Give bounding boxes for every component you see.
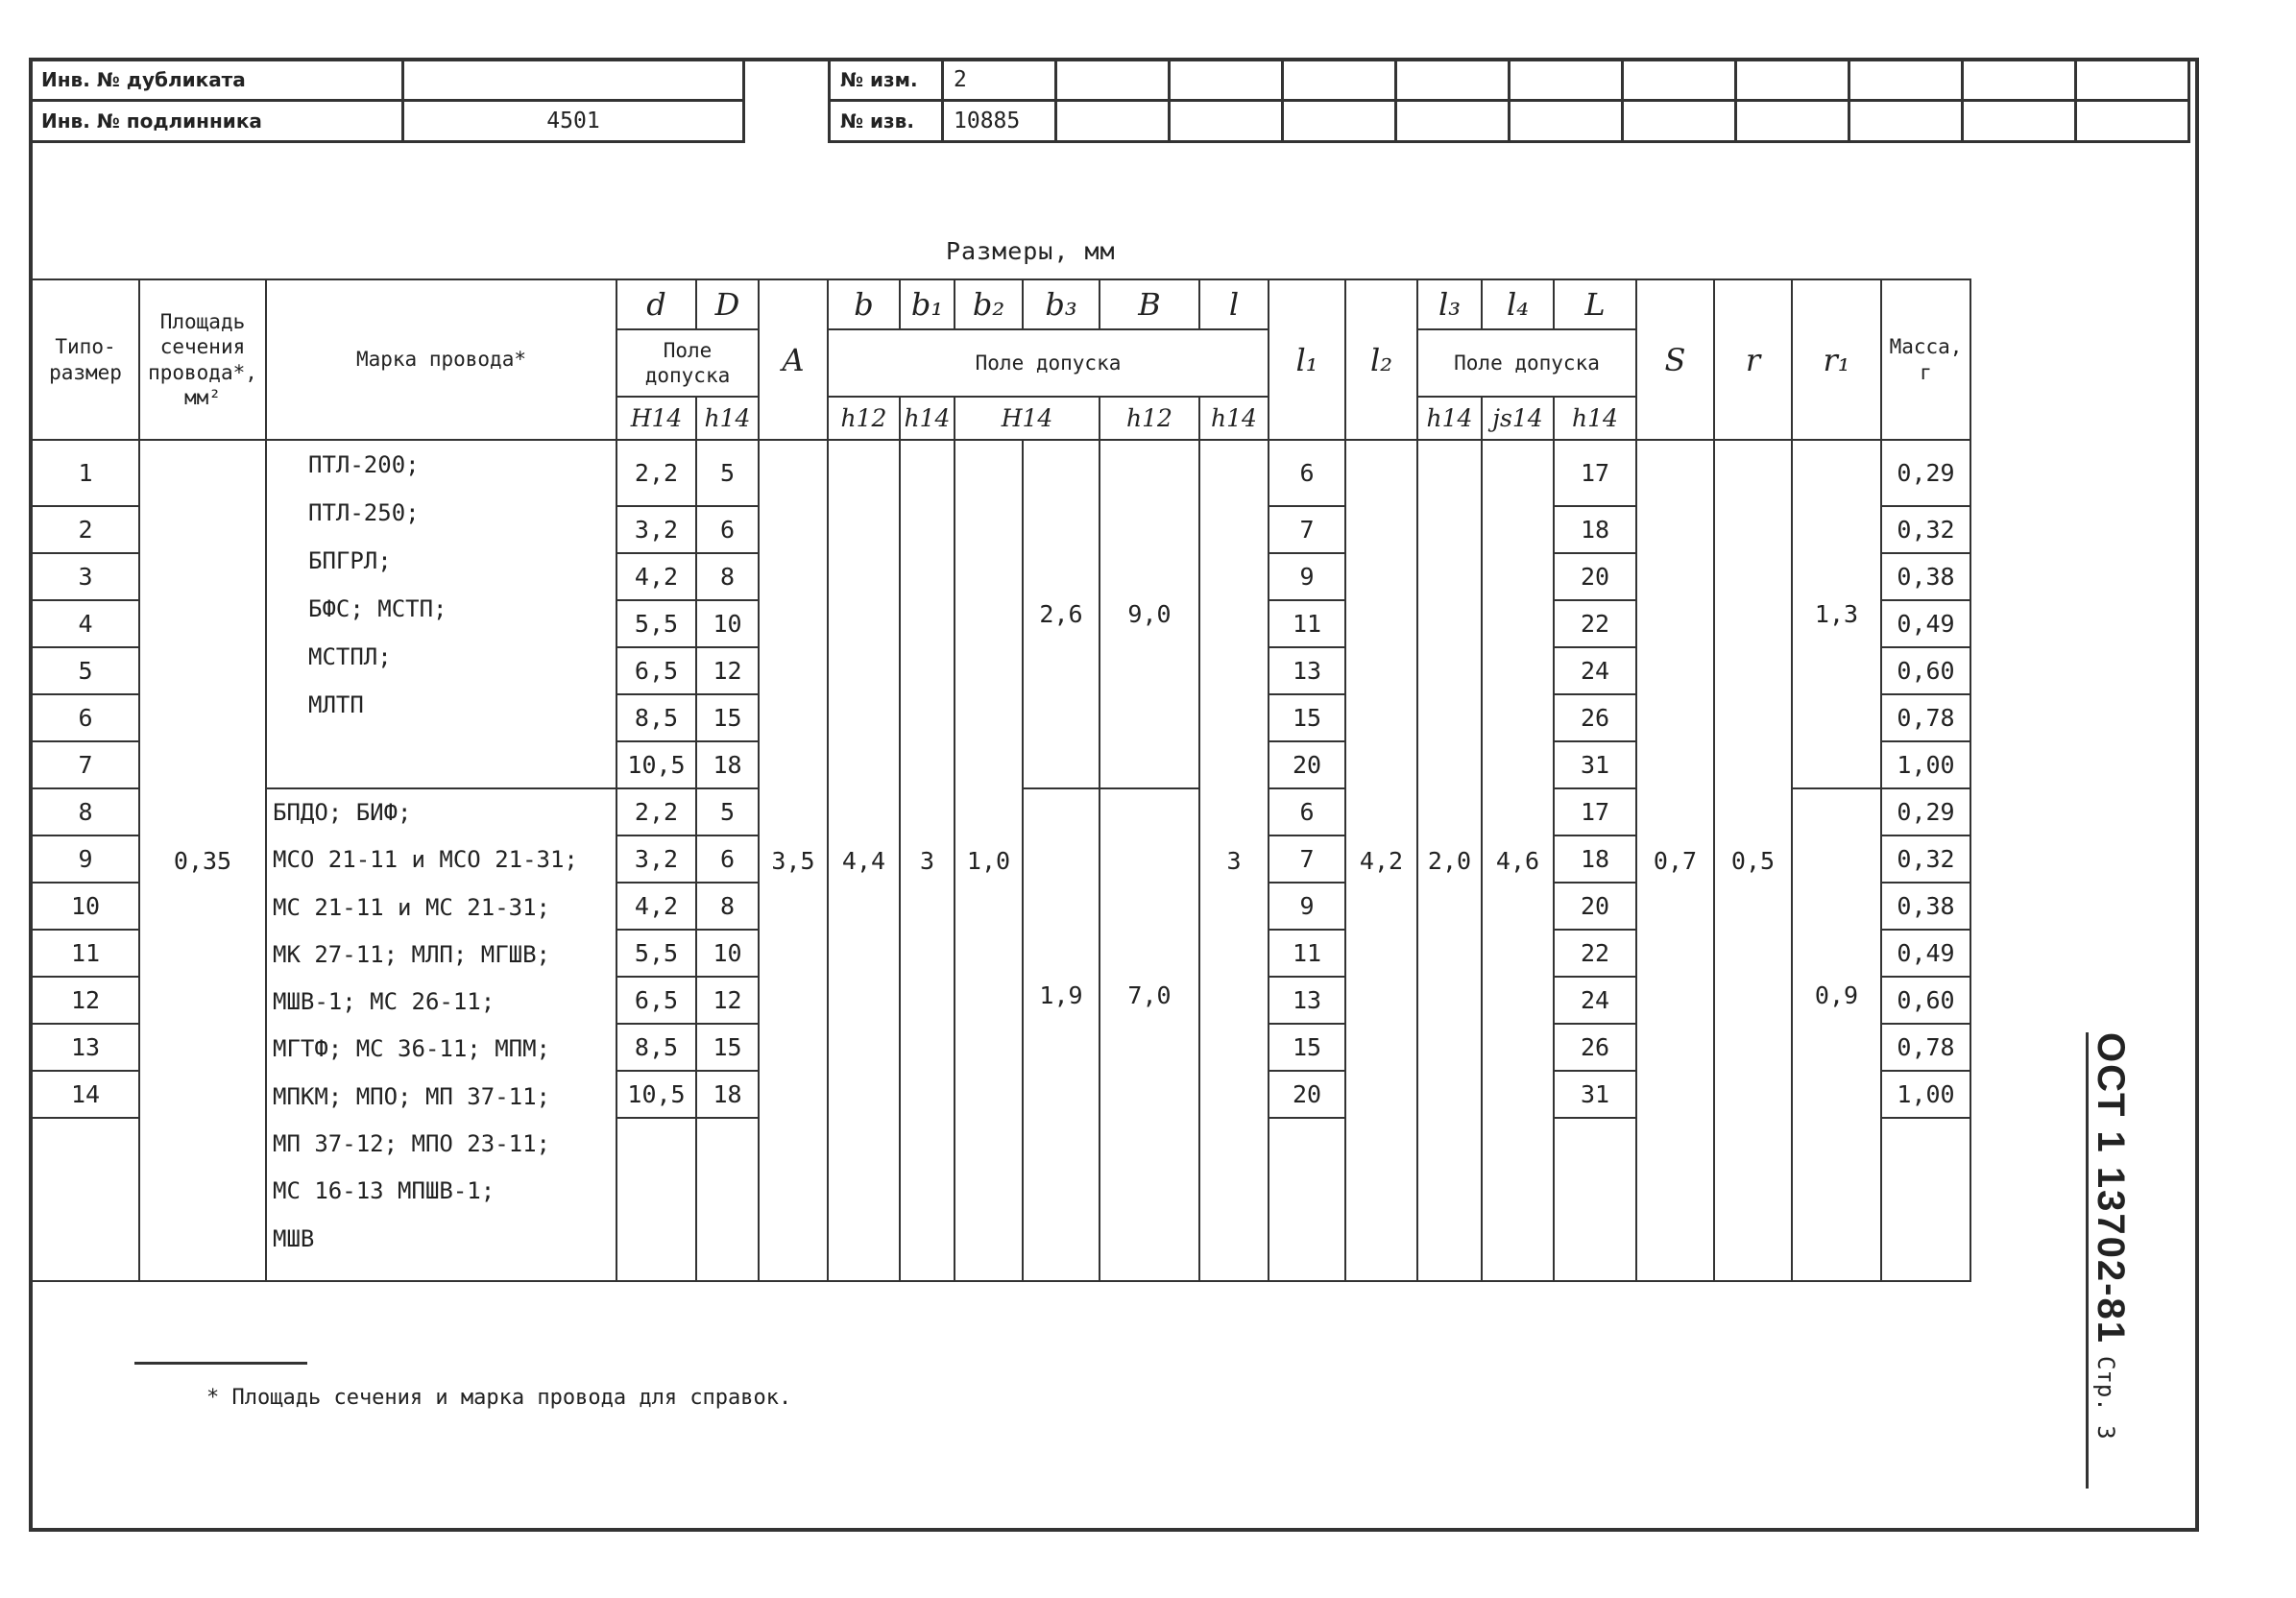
wire-mark: МШВ (273, 1224, 315, 1252)
row-number: 14 (32, 1071, 139, 1118)
l2-value: 4,2 (1345, 440, 1417, 1281)
l1-value: 11 (1269, 600, 1345, 647)
notice-value: 10885 (943, 101, 1056, 142)
tol-b2-b3: H14 (955, 397, 1100, 440)
wire-mark: МС 21-11 и МС 21-31; (273, 893, 550, 921)
wire-mark: МЛТП (308, 691, 364, 718)
area-value: 0,35 (139, 440, 266, 1281)
row-number: 7 (32, 741, 139, 788)
mass-value: 0,60 (1881, 647, 1970, 694)
L-value: 22 (1554, 600, 1636, 647)
D-value: 10 (696, 930, 759, 977)
col-D: D (696, 279, 759, 329)
tol-b: h12 (828, 397, 900, 440)
wire-mark: МПКМ; МПО; МП 37-11; (273, 1082, 550, 1110)
wire-mark: ПТЛ-250; (308, 499, 420, 526)
footnote: * Площадь сечения и марка провода для справок. (206, 1386, 792, 1410)
l1-value: 9 (1269, 883, 1345, 930)
wire-mark: БПДО; БИФ; (273, 799, 412, 826)
D-value: 8 (696, 883, 759, 930)
L-value: 18 (1554, 506, 1636, 553)
mass-value: 0,38 (1881, 883, 1970, 930)
l1-value: 6 (1269, 440, 1345, 506)
L-value: 24 (1554, 977, 1636, 1024)
tolerance-field-header-2: Поле допуска (828, 329, 1269, 397)
orig-label: Инв. № подлинника (31, 101, 403, 142)
mass-value: 0,29 (1881, 788, 1970, 835)
l1-value: 20 (1269, 741, 1345, 788)
b-value: 4,4 (828, 440, 900, 1281)
L-value-empty (1554, 1118, 1636, 1228)
col-b2: b₂ (955, 279, 1023, 329)
dimensions-table (31, 278, 2092, 1282)
col-B: B (1100, 279, 1199, 329)
l1-value: 7 (1269, 506, 1345, 553)
L-value: 17 (1554, 440, 1636, 506)
d-value: 3,2 (616, 835, 696, 883)
change-label: № изм. (830, 60, 943, 101)
tol-B: h12 (1100, 397, 1199, 440)
table-row (32, 440, 2091, 506)
d-value: 10,5 (616, 1071, 696, 1118)
row-number: 13 (32, 1024, 139, 1071)
l1-value: 13 (1269, 647, 1345, 694)
d-value: 6,5 (616, 647, 696, 694)
mass-value: 1,00 (1881, 1071, 1970, 1118)
L-value: 18 (1554, 835, 1636, 883)
wire-mark: МП 37-12; МПО 23-11; (273, 1130, 550, 1158)
wire-mark: МСО 21-11 и МСО 21-31; (273, 846, 578, 874)
col-d: d (616, 279, 696, 329)
col-area: Площадь сечения провода*, мм² (139, 279, 266, 440)
change-value: 2 (943, 60, 1056, 101)
col-l1: l₁ (1269, 279, 1345, 440)
D-value-empty (696, 1118, 759, 1228)
col-b1: b₁ (900, 279, 955, 329)
D-value: 5 (696, 440, 759, 506)
D-value: 8 (696, 553, 759, 600)
L-value: 17 (1554, 788, 1636, 835)
l1-value: 7 (1269, 835, 1345, 883)
row-number-empty (32, 1228, 139, 1281)
d-value: 6,5 (616, 977, 696, 1024)
b2-value: 1,0 (955, 440, 1023, 1281)
wire-marks-group-1 (266, 440, 616, 788)
sizes-caption: Размеры, мм (946, 237, 1116, 265)
col-r: r (1714, 279, 1792, 440)
mass-value: 0,60 (1881, 977, 1970, 1024)
mass-value: 1,00 (1881, 741, 1970, 788)
wire-mark: ПТЛ-200; (308, 451, 420, 478)
tolerance-field-header-3: Поле допуска (1417, 329, 1636, 397)
tol-l4: js14 (1482, 397, 1554, 440)
document-code: ОСТ 1 13702-81 (2090, 1032, 2132, 1344)
D-value: 18 (696, 741, 759, 788)
d-value: 5,5 (616, 930, 696, 977)
tol-D: h14 (696, 397, 759, 440)
wire-mark: МСТПЛ; (308, 643, 392, 670)
footnote-rule (134, 1362, 307, 1365)
row-number: 12 (32, 977, 139, 1024)
wire-mark: БФС; МСТП; (308, 595, 447, 622)
B-value-group-1: 9,0 (1100, 440, 1199, 788)
l1-value: 6 (1269, 788, 1345, 835)
d-value: 4,2 (616, 553, 696, 600)
D-value: 12 (696, 647, 759, 694)
col-S: S (1636, 279, 1714, 440)
l-value: 3 (1199, 440, 1269, 1281)
L-value: 26 (1554, 1024, 1636, 1071)
tol-b1: h14 (900, 397, 955, 440)
b3-value-group-2: 1,9 (1023, 788, 1100, 1281)
L-value: 20 (1554, 883, 1636, 930)
l1-value: 20 (1269, 1071, 1345, 1118)
row-number: 6 (32, 694, 139, 741)
d-value: 2,2 (616, 788, 696, 835)
l1-value: 9 (1269, 553, 1345, 600)
col-L: L (1554, 279, 1636, 329)
col-mass: Масса, г (1881, 279, 1970, 440)
wire-mark: МШВ-1; МС 26-11; (273, 988, 495, 1016)
d-value: 4,2 (616, 883, 696, 930)
row-number: 1 (32, 440, 139, 506)
D-value: 15 (696, 694, 759, 741)
l4-value: 4,6 (1482, 440, 1554, 1281)
L-value: 20 (1554, 553, 1636, 600)
L-value-empty (1554, 1228, 1636, 1281)
col-A: A (759, 279, 828, 440)
d-value: 5,5 (616, 600, 696, 647)
l1-value: 15 (1269, 694, 1345, 741)
mass-value: 0,32 (1881, 835, 1970, 883)
row-number: 11 (32, 930, 139, 977)
d-value: 8,5 (616, 694, 696, 741)
r-value: 0,5 (1714, 440, 1792, 1281)
D-value: 12 (696, 977, 759, 1024)
mass-value: 0,32 (1881, 506, 1970, 553)
L-value: 26 (1554, 694, 1636, 741)
mass-value: 0,49 (1881, 600, 1970, 647)
d-value: 2,2 (616, 440, 696, 506)
d-value: 8,5 (616, 1024, 696, 1071)
D-value: 5 (696, 788, 759, 835)
wire-marks-group-2 (266, 788, 616, 1281)
D-value: 18 (696, 1071, 759, 1118)
D-value-empty (696, 1228, 759, 1281)
col-l4: l₄ (1482, 279, 1554, 329)
b1-value: 3 (900, 440, 955, 1281)
l1-value: 15 (1269, 1024, 1345, 1071)
row-number: 5 (32, 647, 139, 694)
b3-value-group-1: 2,6 (1023, 440, 1100, 788)
d-value-empty (616, 1118, 696, 1228)
dup-label: Инв. № дубликата (31, 60, 403, 101)
tol-l: h14 (1199, 397, 1269, 440)
orig-value: 4501 (403, 101, 744, 142)
col-b3: b₃ (1023, 279, 1100, 329)
tolerance-field-header-1: Поле допуска (616, 329, 759, 397)
tol-l3: h14 (1417, 397, 1482, 440)
d-value-empty (616, 1228, 696, 1281)
L-value: 24 (1554, 647, 1636, 694)
l1-value-empty (1269, 1118, 1345, 1228)
D-value: 6 (696, 835, 759, 883)
mass-value: 0,78 (1881, 694, 1970, 741)
page-number: Стр. 3 (2092, 1355, 2119, 1440)
row-number: 4 (32, 600, 139, 647)
l1-value: 11 (1269, 930, 1345, 977)
wire-mark: МГТФ; МС 36-11; МПМ; (273, 1035, 550, 1063)
L-value: 31 (1554, 741, 1636, 788)
table-body (32, 440, 2091, 1281)
d-value: 10,5 (616, 741, 696, 788)
col-r1: r₁ (1792, 279, 1881, 440)
mass-value: 0,29 (1881, 440, 1970, 506)
row-number-empty (32, 1118, 139, 1228)
tol-d: H14 (616, 397, 696, 440)
L-value: 22 (1554, 930, 1636, 977)
D-value: 6 (696, 506, 759, 553)
col-mark: Марка провода* (266, 279, 616, 440)
col-tiporazmer: Типо- размер (32, 279, 139, 440)
r1-value-group-2: 0,9 (1792, 788, 1881, 1281)
mass-value: 0,38 (1881, 553, 1970, 600)
col-l: l (1199, 279, 1269, 329)
mass-value: 0,49 (1881, 930, 1970, 977)
l1-value: 13 (1269, 977, 1345, 1024)
l3-value: 2,0 (1417, 440, 1482, 1281)
mass-value-empty (1881, 1118, 1970, 1228)
D-value: 15 (696, 1024, 759, 1071)
row-number: 9 (32, 835, 139, 883)
mass-value-empty (1881, 1228, 1970, 1281)
L-value: 31 (1554, 1071, 1636, 1118)
D-value: 10 (696, 600, 759, 647)
row-number: 3 (32, 553, 139, 600)
S-value: 0,7 (1636, 440, 1714, 1281)
col-l2: l₂ (1345, 279, 1417, 440)
mass-value: 0,78 (1881, 1024, 1970, 1071)
r1-value-group-1: 1,3 (1792, 440, 1881, 788)
row-number: 10 (32, 883, 139, 930)
tol-L: h14 (1554, 397, 1636, 440)
row-number: 8 (32, 788, 139, 835)
wire-mark: БПГРЛ; (308, 547, 392, 574)
B-value-group-2: 7,0 (1100, 788, 1199, 1281)
l1-value-empty (1269, 1228, 1345, 1281)
document-code-block (2084, 1032, 2141, 1493)
d-value: 3,2 (616, 506, 696, 553)
row-number: 2 (32, 506, 139, 553)
wire-mark: МК 27-11; МЛП; МГШВ; (273, 940, 550, 968)
col-l3: l₃ (1417, 279, 1482, 329)
notice-label: № изв. (830, 101, 943, 142)
A-value: 3,5 (759, 440, 828, 1281)
wire-mark: МС 16-13 МПШВ-1; (273, 1177, 495, 1205)
col-b: b (828, 279, 900, 329)
